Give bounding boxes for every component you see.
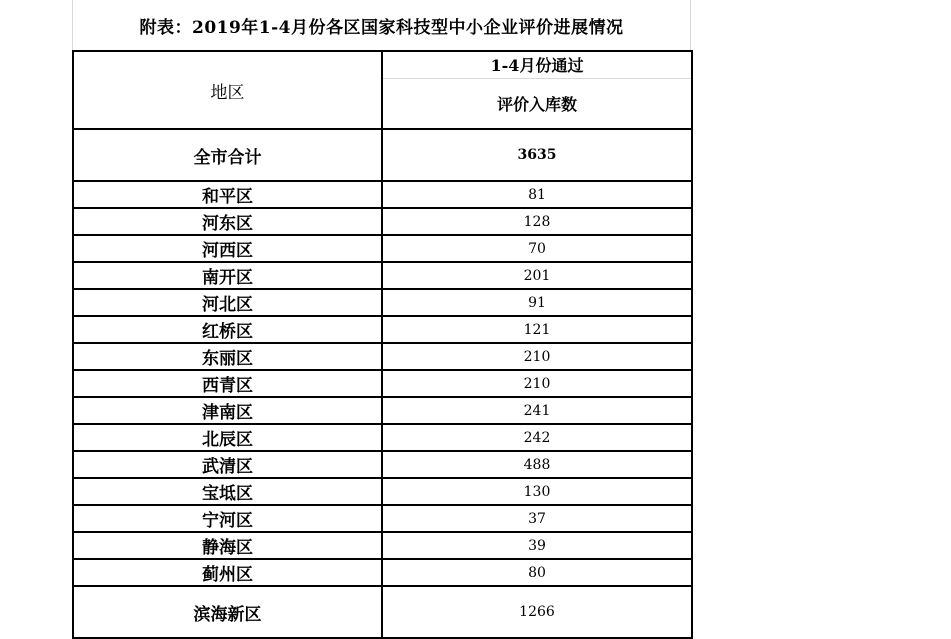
value-cell[interactable]: 128	[382, 208, 692, 235]
district-cell[interactable]: 蓟州区	[73, 559, 382, 586]
district-cell[interactable]: 北辰区	[73, 424, 382, 451]
table-row	[73, 532, 692, 559]
table-row	[73, 451, 692, 478]
table-row	[73, 370, 692, 397]
binhai-row	[73, 586, 692, 638]
header-count-top-cell[interactable]: 1-4月份通过	[382, 51, 692, 78]
value-cell[interactable]: 80	[382, 559, 692, 586]
table-row	[73, 181, 692, 208]
binhai-value-cell[interactable]: 1266	[382, 586, 692, 638]
table-row	[73, 316, 692, 343]
table-title: 附表：2019年1-4月份各区国家科技型中小企业评价进展情况	[139, 17, 624, 38]
value-cell[interactable]: 488	[382, 451, 692, 478]
district-cell[interactable]: 河西区	[73, 235, 382, 262]
value-cell[interactable]: 210	[382, 343, 692, 370]
district-cell[interactable]: 宝坻区	[73, 478, 382, 505]
table-row	[73, 208, 692, 235]
value-cell[interactable]: 210	[382, 370, 692, 397]
binhai-district-cell[interactable]: 滨海新区	[73, 586, 382, 638]
table-row	[73, 289, 692, 316]
value-cell[interactable]: 241	[382, 397, 692, 424]
value-cell[interactable]: 130	[382, 478, 692, 505]
district-cell[interactable]: 南开区	[73, 262, 382, 289]
header-row-top	[73, 51, 692, 78]
district-cell[interactable]: 静海区	[73, 532, 382, 559]
table-row	[73, 235, 692, 262]
header-count-bottom-cell[interactable]: 评价入库数	[382, 78, 692, 129]
district-cell[interactable]: 津南区	[73, 397, 382, 424]
value-cell[interactable]: 91	[382, 289, 692, 316]
total-label-cell[interactable]: 全市合计	[73, 129, 382, 181]
district-cell[interactable]: 宁河区	[73, 505, 382, 532]
value-cell[interactable]: 242	[382, 424, 692, 451]
district-cell[interactable]: 和平区	[73, 181, 382, 208]
value-cell[interactable]: 37	[382, 505, 692, 532]
district-cell[interactable]: 东丽区	[73, 343, 382, 370]
table-row	[73, 343, 692, 370]
total-row	[73, 129, 692, 181]
district-table	[72, 50, 693, 639]
district-cell[interactable]: 西青区	[73, 370, 382, 397]
value-cell[interactable]: 201	[382, 262, 692, 289]
district-cell[interactable]: 红桥区	[73, 316, 382, 343]
table-row	[73, 478, 692, 505]
district-cell[interactable]: 河东区	[73, 208, 382, 235]
spreadsheet-sheet	[72, 0, 691, 625]
district-cell[interactable]: 武清区	[73, 451, 382, 478]
value-cell[interactable]: 70	[382, 235, 692, 262]
table-row	[73, 397, 692, 424]
total-value-cell[interactable]: 3635	[382, 129, 692, 181]
table-row	[73, 424, 692, 451]
value-cell[interactable]: 121	[382, 316, 692, 343]
value-cell[interactable]: 39	[382, 532, 692, 559]
table-row	[73, 505, 692, 532]
value-cell[interactable]: 81	[382, 181, 692, 208]
header-area-cell[interactable]: 地区	[73, 51, 382, 129]
table-row	[73, 262, 692, 289]
table-row	[73, 559, 692, 586]
district-cell[interactable]: 河北区	[73, 289, 382, 316]
